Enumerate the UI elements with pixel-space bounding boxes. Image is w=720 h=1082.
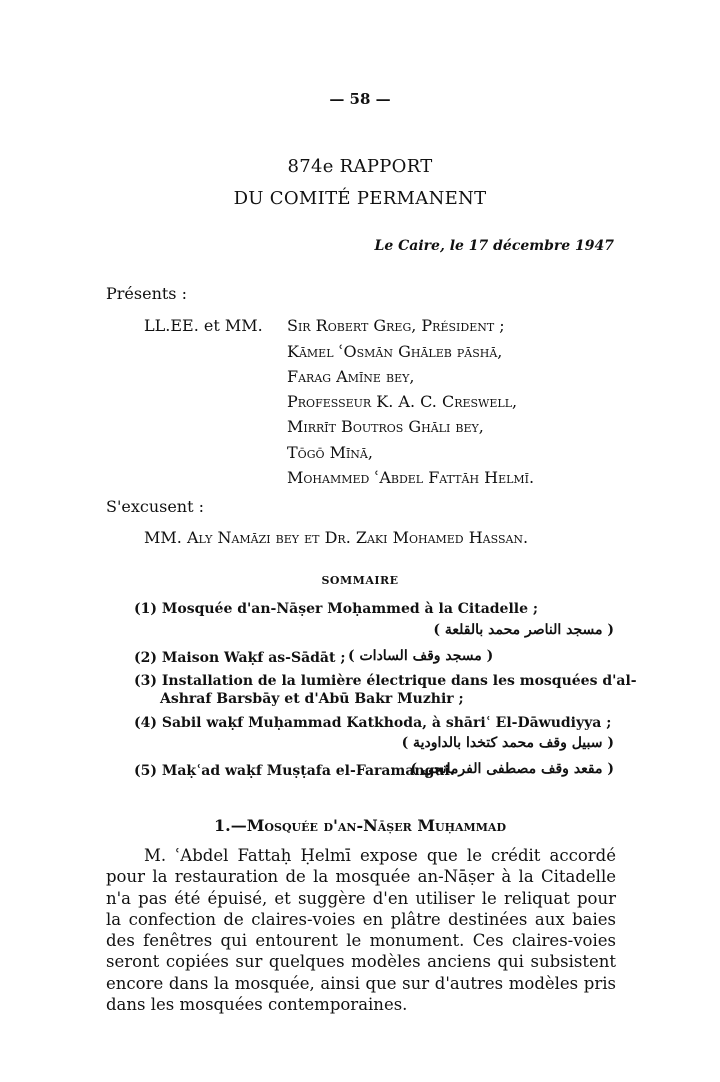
sommaire-item-arabic: ( مقعد وقف مصطفى الفرمانجي ) <box>410 761 614 777</box>
present-member: Farag Amīne bey, <box>287 367 415 386</box>
present-member: Tōgō Mīnā, <box>287 443 373 462</box>
page-number: — 58 — <box>329 90 391 108</box>
sommaire-heading: SOMMAIRE <box>321 574 399 587</box>
sommaire-item: (3) Installation de la lumière électrique dans les mosquées d'al- <box>134 673 637 689</box>
sommaire-item: (5) Maḳʿad waḳf Muṣṭafa el-Faramangui. <box>134 763 455 779</box>
sommaire-item-arabic: ( سبيل وقف محمد كتخدا بالداودية ) <box>401 735 614 751</box>
sommaire-item: (2) Maison Waḳf as-Sādāt ; <box>134 650 346 666</box>
present-member: Professeur K. A. C. Creswell, <box>287 392 518 411</box>
present-member: Mirrīt Boutros Ghāli bey, <box>287 417 484 436</box>
section-heading: 1.—Mosquée d'an-Nāṣer Muḥammad <box>214 816 506 835</box>
present-member: Sir Robert Greg, Président ; <box>287 316 505 335</box>
body-paragraph: M. ʿAbdel Fattaḥ Ḥelmī expose que le crédit accordé pour la restauration de la mosquée an-Nāṣer à la Citadelle n'a pas été épuisé, et suggère d'en utiliser le reliquat pour la confection de claires-voies en plâtre destinées aux baies des fenêtres qui entourent le monument. Ces claires-voies seront copiées sur quelques modèles anciens qui subsistent encore dans la mosquée, ainsi que sur d'autres modèles pris dans les mosquées contemporaines. <box>106 846 616 1015</box>
report-subtitle: DU COMITÉ PERMANENT <box>233 188 487 209</box>
sommaire-item-arabic: ( مسجد وقف السادات ) <box>348 648 494 664</box>
present-member: Mohammed ʿAbdel Fattāh Helmī. <box>287 468 535 487</box>
sommaire-item: (4) Sabil waḳf Muḥammad Katkhoda, à shāriʿ El-Dāwudiyya ; <box>134 715 612 731</box>
dateline: Le Caire, le 17 décembre 1947 <box>374 238 614 254</box>
presents-prefix: LL.EE. et MM. <box>144 316 263 335</box>
sommaire-item: (1) Mosquée d'an-Nāṣer Moḥammed à la Citadelle ; <box>134 601 539 617</box>
excuse-label: S'excusent : <box>106 497 205 516</box>
present-member: Kāmel ʿOsmān Ghāleb pāshā, <box>287 342 503 361</box>
sommaire-item-arabic: ( مسجد الناصر محمد بالقلعة ) <box>433 622 614 638</box>
sommaire-item-continuation: Ashraf Barsbāy et d'Abū Bakr Muzhir ; <box>160 691 464 707</box>
presents-label: Présents : <box>106 284 187 303</box>
excused-members: MM. Aly Namāzi bey et Dr. Zaki Mohamed Hassan. <box>144 528 529 547</box>
report-title: 874e RAPPORT <box>287 156 433 177</box>
